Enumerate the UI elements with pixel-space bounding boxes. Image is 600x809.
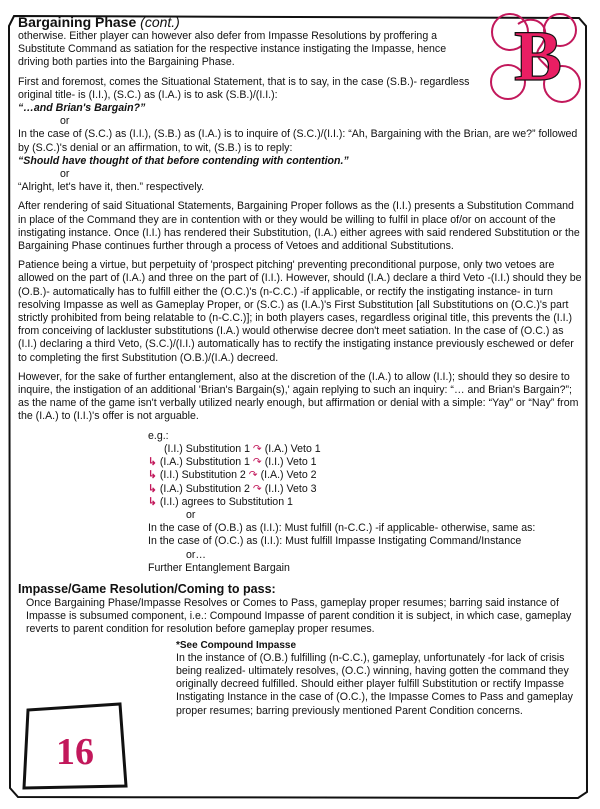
paragraph-4: After rendering of said Situational Statements, Bargaining Proper follows as the (I.I.) presents a Substitution Command in place of the Command they are in contention with or they would be willing to fulfil in place of/or on account of the instigating instance. Once (I.I.) has rendered their Substitution, (I.A.) either agrees with said rendered Substitution or the Bargaining Phase continues further through a process of Vetoes and additional Substitutions. [18, 200, 580, 253]
svg-text:B: B [513, 16, 563, 96]
paragraph-6: However, for the sake of further entanglement, also at the discretion of the (I.A.) to allow (I.I.); should they so desire to inquire, the instigation of an additional 'Brian's Bargain(s),' again replying to such an inquiry: “… and Brian's Bargain?”; as the name of the game isn't verbally utilized nearly enough, but affirmation or denial with a simple: “Yay” or “Nay” from the (I.A.) to (I.I.)'s offer is not arguable. [18, 370, 579, 423]
see-note: *See Compound Impasse [176, 639, 297, 651]
example-ob-line: In the case of (O.B.) as (I.I.): Must fulfill (n-C.C.) -if applicable- otherwise, same as: [148, 522, 536, 535]
or-1: or [60, 115, 70, 128]
quote-1: “…and Brian's Bargain?” [18, 102, 146, 115]
paragraph-8: In the instance of (O.B.) fulfilling (n-C.C.), gameplay, unfortunately -for lack of crisis being realized- ultimately resolves, (O.C.) winning, having gotten the command they originally decreed fulfilled. Should either player fulfill Substitution or rectify Impasse Instigating Instance in the case of (O.C.), the Impasse Comes to Pass and gameplay proper resumes; barring previously mentioned Parent Condition concerns. [176, 651, 573, 717]
example-line: ↳ (I.I.) agrees to Substitution 1 [148, 495, 293, 508]
example-or: or [186, 508, 196, 521]
example-block [148, 430, 583, 575]
deco-spacer [471, 14, 583, 102]
page-number: 16 [56, 731, 94, 773]
resolution-section [18, 597, 583, 718]
quote-2: “Should have thought of that before contending with contention.” [18, 154, 349, 167]
section-heading: Bargaining Phase (cont.) [18, 14, 180, 30]
or-2: or [60, 168, 70, 181]
paragraph-1: otherwise. Either player can however also defer from Impasse Resolutions by proffering a Substitute Command as satiation for the respective instance instigating the Impasse, hence driving both parties into the Bargaining Phase. [18, 30, 447, 69]
example-oc-line: In the case of (O.C.) as (I.I.): Must fulfill Impasse Instigating Command/Instance [148, 535, 522, 548]
example-or-dots: or… [186, 548, 207, 561]
example-label: e.g.: [148, 429, 169, 442]
example-line: ↳ (I.I.) Substitution 2 ↷ (I.A.) Veto 2 [148, 469, 317, 482]
page-content [18, 14, 583, 737]
page-box-spacer [26, 639, 176, 737]
paragraph-5: Patience being a virtue, but perpetuity of 'prospect pitching' preventing preconditional purpose, only two vetoes are allowed on the part of (I.A.) and three on the part of (I.I.). However, should (I.A.) declare a third Veto -(I.I.) should they be (O.B.)- automatically has to fulfill either the (O.C.)'s (n-C.C.) -if applicable, or rectify the instigating instance- in turn resolving Impasse as well as Gameplay Proper, or (S.C.) as (I.A.)'s First Substitution [all Substitutions on (O.C.)'s part strictly prohibited from being relatable to (n-C.C.)]; in both players cases, regardless original title, this prevents the (I.I.) from conceiving of lackluster substitutions (I.A.) would otherwise decree don't meet satiation. In the case of (O.C.) as (I.I.) declaring a third Veto, (S.C.)/(I.I.) automatically has to rectify the instigating instance previously eschewed or defer to completing the first Substitution (O.B.)/(I.A.) decreed. [18, 259, 582, 364]
paragraph-7: Once Bargaining Phase/Impasse Resolves or Comes to Pass, gameplay proper resumes; barring said instance of Impasse is subsumed component, i.e.: Compound Impasse of parent condition it is subject, in which case, gameplay reverts to parent condition for resolution before gameplay proper resumes. [26, 596, 572, 636]
paragraph-2: First and foremost, comes the Situational Statement, that is to say, in the case (S.B.)- regardless original title- is (I.I.), (S.C.) as (I.A.) is to ask (S.B.)/(I.I.): [18, 75, 470, 101]
quote-3: “Alright, let's have it, then.” respectively. [18, 181, 205, 194]
section-heading-2: Impasse/Game Resolution/Coming to pass: [18, 581, 276, 596]
example-line: ↳ (I.A.) Substitution 1 ↷ (I.I.) Veto 1 [148, 456, 317, 469]
example-line: ↳ (I.A.) Substitution 2 ↷ (I.I.) Veto 3 [148, 482, 317, 495]
example-line: (I.I.) Substitution 1 ↷ (I.A.) Veto 1 [164, 442, 321, 455]
example-further: Further Entanglement Bargain [148, 561, 290, 574]
paragraph-3: In the case of (S.C.) as (I.I.), (S.B.) as (I.A.) is to inquire of (S.C.)/(I.I.): “Ah, Bargaining with the Brian, are we?” followed by (S.C.)'s denial or an affirmation, to wit, (S.B.) is to reply: [18, 128, 578, 154]
